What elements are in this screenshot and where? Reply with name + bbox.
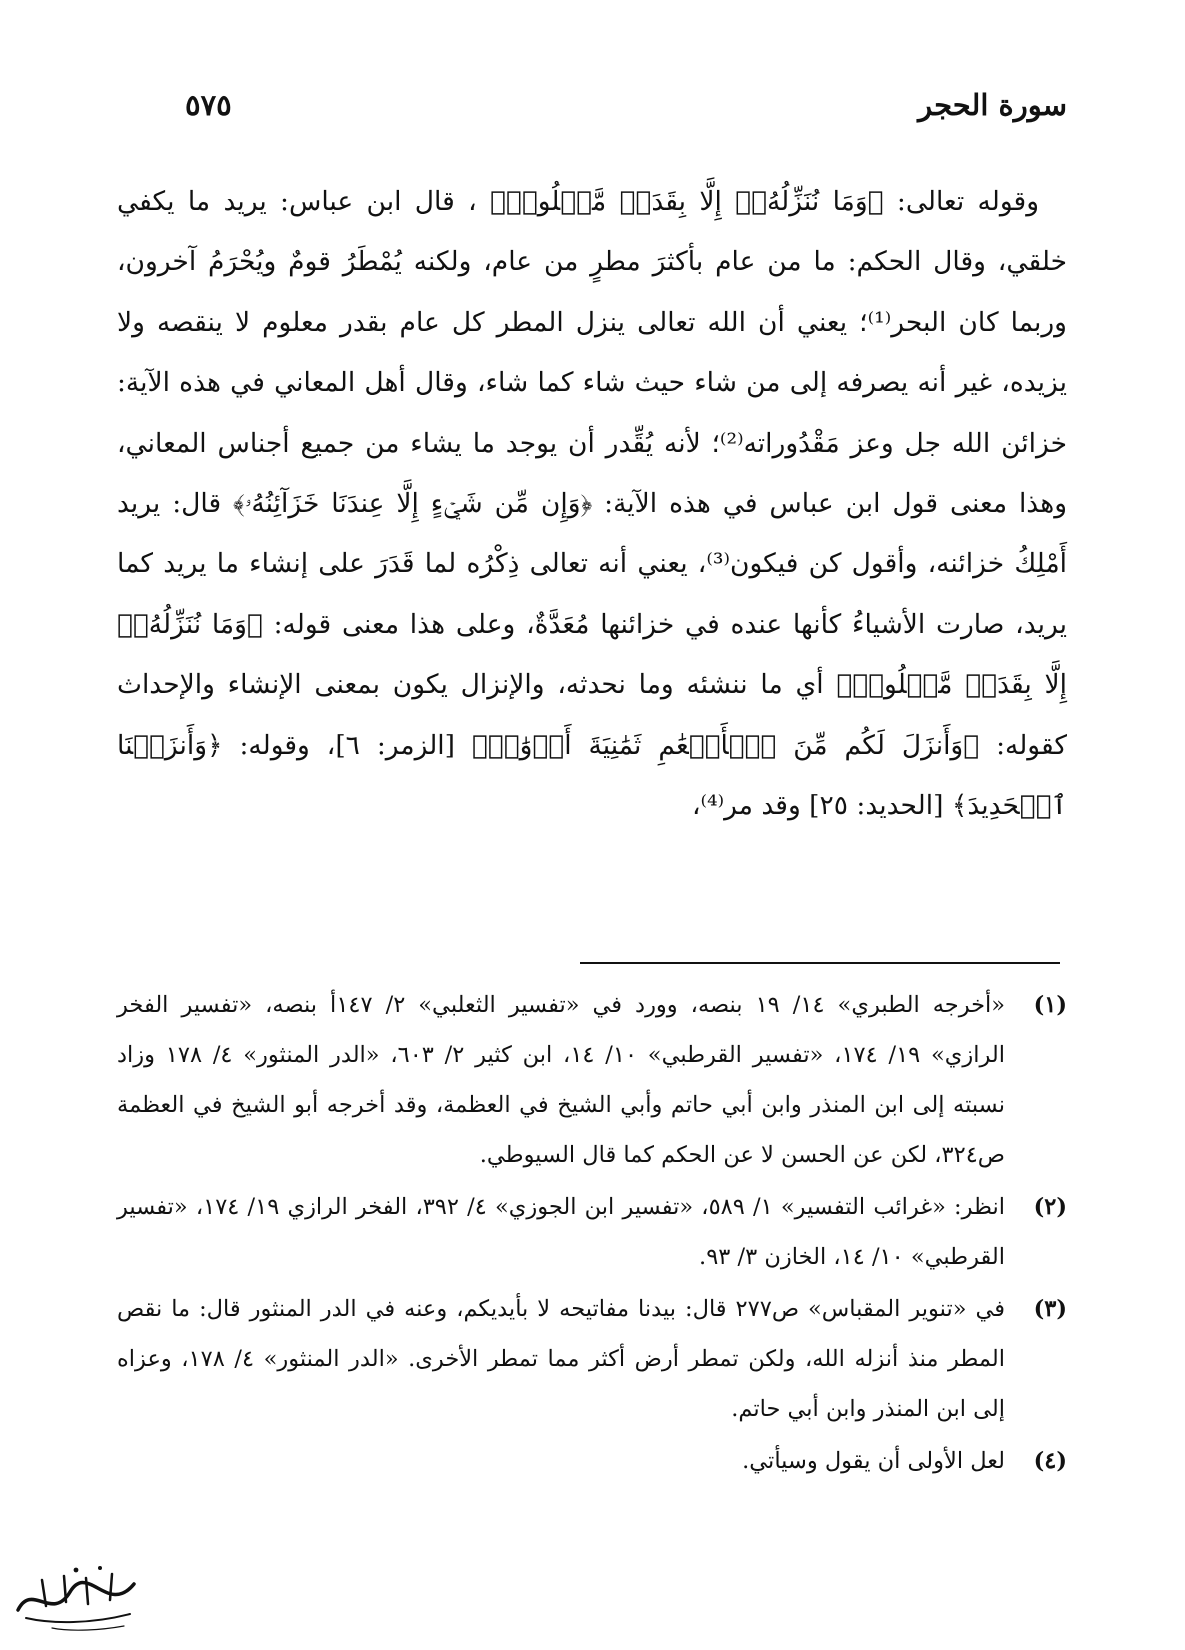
page-number: ٥٧٥: [185, 88, 232, 122]
footnote-text: في «تنوير المقباس» ص٢٧٧ قال: بيدنا مفاتيحه لا بأيديكم، وعنه في الدر المنثور قال: ما نقص المطر منذ أنزله الله، ولكن تمطر أرض أكثر مما تمطر الأخرى. «الدر المنثور» ٤/ ١٧٨، وعزاه إلى ابن المنذر وابن أبي حاتم.: [117, 1296, 1005, 1422]
footnote: [117, 980, 1067, 1180]
footnotes: [117, 980, 1067, 1488]
footnote-number: (٤): [1033, 1448, 1067, 1474]
body-paragraph: وقوله تعالى: ﴿وَمَا نُنَزِّلُهُۥٓ إِلَّا بِقَدَرٖ مَّعۡلُومٖ﴾ ، قال ابن عباس: يريد ما يكفي خلقي، وقال الحكم: ما من عام بأكثرَ مطرٍ من عام، ولكنه يُمْطَرُ قومٌ ويُحْرَمُ آخرون، وربما كان البحر⁽¹⁾؛ يعني أن الله تعالى ينزل المطر كل عام بقدر معلوم لا ينقصه ولا يزيده، غير أنه يصرفه إلى من شاء حيث شاء كما شاء، وقال أهل المعاني في هذه الآية: خزائن الله جل وعز مَقْدُوراته⁽²⁾؛ لأنه يُقِّدر أن يوجد ما يشاء من جميع أجناس المعاني، وهذا معنى قول ابن عباس في هذه الآية: ﴿وَإِن مِّن شَيۡءٍ إِلَّا عِندَنَا خَزَآئِنُهُۥ﴾ قال: يريد أَمْلِكُ خزائنه، وأقول كن فيكون⁽³⁾، يعني أنه تعالى ذِكْرُه لما قَدَرَ على إنشاء ما يريد كما يريد، صارت الأشياءُ كأنها عنده في خزائنها مُعَدَّةٌ، وعلى هذا معنى قوله: ﴿وَمَا نُنَزِّلُهُۥٓ إِلَّا بِقَدَرٖ مَّعۡلُومٖ﴾ أي ما ننشئه وما نحدثه، والإنزال يكون بمعنى الإنشاء والإحداث كقوله: ﴿وَأَنزَلَ لَكُم مِّنَ ٱلۡأَنۡعَٰمِ ثَمَٰنِيَةَ أَزۡوَٰجٖ﴾ [الزمر: ٦]، وقوله: ﴿وَأَنزَلۡنَا ٱلۡحَدِيدَ﴾ [الحديد: ٢٥] وقد مر⁽⁴⁾،: [117, 186, 1067, 822]
footnote-number: (٢): [1033, 1194, 1067, 1220]
running-header-title: سورة الحجر: [918, 88, 1067, 122]
publisher-logo: [12, 1562, 142, 1634]
footnote: [117, 1436, 1067, 1486]
footnote-text: انظر: «غرائب التفسير» ١/ ٥٨٩، «تفسير ابن الجوزي» ٤/ ٣٩٢، الفخر الرازي ١٩/ ١٧٤، «تفسير القرطبي» ١٠/ ١٤، الخازن ٣/ ٩٣.: [117, 1194, 1005, 1270]
footnote-text: لعل الأولى أن يقول وسيأتي.: [742, 1448, 1005, 1474]
footnote-separator: [580, 962, 1060, 964]
footnote: [117, 1182, 1067, 1282]
footnote-number: (٣): [1033, 1296, 1067, 1322]
main-text: [117, 172, 1067, 836]
footnote-text: «أخرجه الطبري» ١٤/ ١٩ بنصه، وورد في «تفسير الثعلبي» ٢/ ١٤٧أ بنصه، «تفسير الفخر الرازي» ١٩/ ١٧٤، «تفسير القرطبي» ١٠/ ١٤، ابن كثير ٢/ ٦٠٣، «الدر المنثور» ٤/ ١٧٨ وزاد نسبته إلى ابن المنذر وابن أبي حاتم وأبي الشيخ في العظمة، وقد أخرجه أبو الشيخ في العظمة ص٣٢٤، لكن عن الحسن لا عن الحكم كما قال السيوطي.: [117, 992, 1006, 1168]
footnote-number: (١): [1033, 992, 1067, 1018]
footnote: [117, 1284, 1067, 1434]
